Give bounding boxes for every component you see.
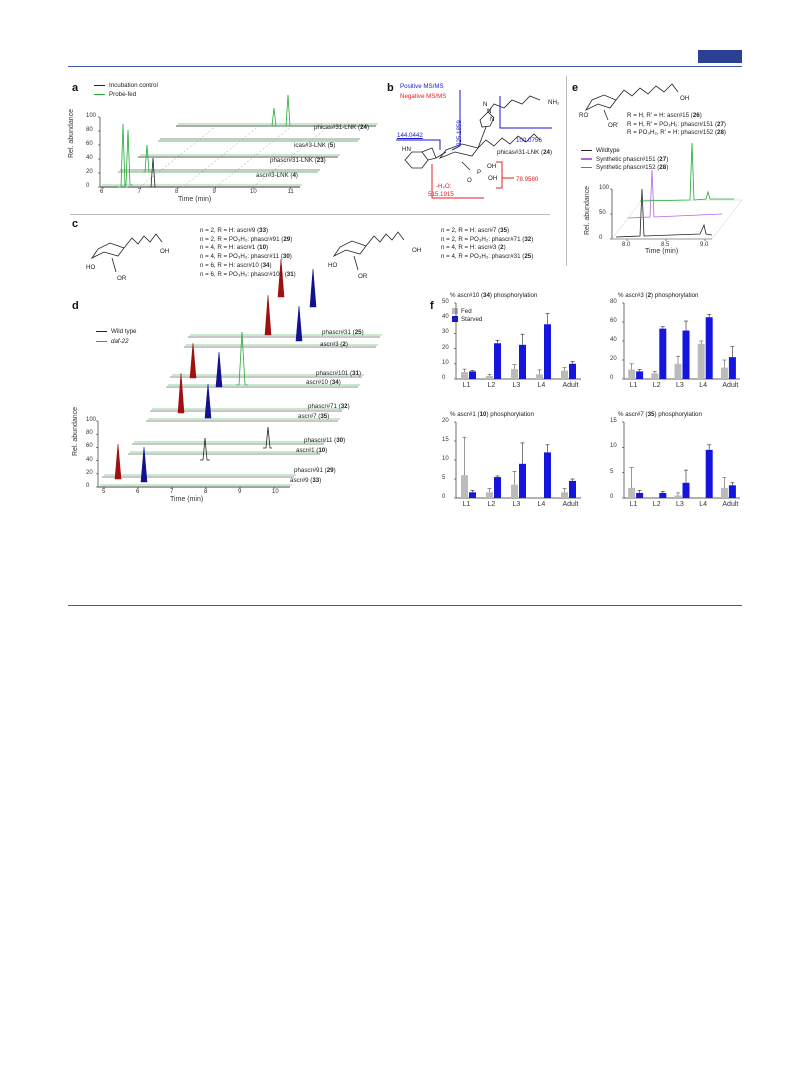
f-ytick-label-0: 20 (442, 344, 449, 351)
f-bar-fed-1-1 (651, 373, 658, 379)
xtick-label-a: 8 (175, 189, 179, 195)
f-ytick-label-0: 0 (442, 375, 446, 381)
f-cat-label-1-3: L4 (699, 382, 707, 389)
atom-e-ro: RO (579, 112, 589, 119)
trace-label-a-2: icas#3-LNK (5) (294, 142, 336, 149)
xtick-label-a: 7 (137, 189, 141, 195)
f-bar-fed-0-0 (461, 372, 468, 379)
f-bar-starved-0-2 (519, 345, 526, 379)
f-bar-fed-1-2 (675, 364, 682, 379)
f-bar-fed-1-4 (721, 368, 728, 379)
xtick-label-a: 10 (250, 189, 257, 195)
ms-positive-label: Positive MS/MS (400, 83, 444, 90)
f-cat-label-1-0: L1 (629, 382, 638, 389)
atom-c-oh2: OH (412, 247, 422, 254)
atom-e-oh: OH (680, 95, 690, 102)
atom-p: P (477, 169, 482, 176)
f-cat-label-0-0: L1 (462, 382, 471, 389)
c-right-def-1: n = 2, R = PO₃H₂: phascr#71 (32) (441, 235, 534, 243)
e-def-2: R = PO₃H₂, R' = H: phascr#152 (28) (627, 129, 726, 136)
f-title-3: % ascr#7 (35) phosphorylation (618, 411, 702, 418)
f-bar-fed-2-1 (486, 492, 493, 498)
f-bar-starved-0-4 (569, 364, 576, 379)
trace-label-a-4: ascr#3-LNK (4) (256, 172, 298, 179)
c-left-def-0: n = 2, R = H: ascr#9 (33) (200, 227, 269, 234)
trace-label-d-5: ascr#7 (35) (298, 413, 330, 420)
atom-c-oh1: OH (160, 248, 170, 255)
f-cat-label-1-1: L2 (652, 382, 661, 389)
f-cat-label-2-3: L4 (537, 501, 546, 508)
f-ytick-label-0: 50 (442, 299, 449, 305)
atom-oh2: OH (488, 175, 498, 182)
c-right-def-0: n = 2, R = H: ascr#7 (35) (441, 227, 510, 234)
ylabel-d: Rel. abundance (72, 406, 79, 456)
trace-label-d-7: ascr#1 (10) (296, 447, 328, 454)
f-ytick-label-0: 30 (442, 329, 449, 336)
ytick-label-a: 100 (86, 113, 97, 119)
atom-c-ho1: HO (86, 264, 96, 271)
ylabel-e: Rel. abundance (584, 185, 591, 235)
ytick-label-a: 60 (86, 141, 93, 147)
c-right-def-3: n = 4, R = PO₃H₂: phascr#31 (25) (441, 253, 534, 261)
trace-label-d-6: phascr#11 (30) (304, 437, 346, 444)
atom-c-or1: OR (117, 275, 127, 282)
trace-label-a-3: phascr#31-LNK (23) (270, 157, 326, 164)
xlabel-e: Time (min) (645, 248, 679, 255)
atom-oh1: OH (487, 163, 497, 170)
xtick-label-a: 6 (100, 189, 104, 195)
f-cat-label-3-4: Adult (722, 501, 739, 508)
f-bar-starved-3-2 (683, 483, 690, 498)
f-bar-fed-1-0 (628, 370, 635, 380)
panel-letter-b: b (387, 82, 394, 94)
panel-letter-e: e (572, 82, 579, 94)
xlabel-d: Time (min) (170, 496, 204, 503)
xtick-label-a: 11 (287, 189, 294, 195)
e-legend-1: Synthetic phascr#151 (27) (581, 156, 668, 163)
f-bar-starved-2-4 (569, 481, 576, 498)
f-cat-label-0-4: Adult (562, 382, 579, 389)
xtick-label-d: 6 (136, 489, 140, 495)
c-left-def-4: n = 6, R = H: ascr#10 (34) (200, 261, 272, 269)
ytick-label-d: 60 (86, 443, 93, 450)
f-bar-fed-1-3 (698, 344, 705, 379)
trace-label-d-4: phascr#71 (32) (308, 403, 350, 410)
legend-f-2: Starved (452, 316, 482, 323)
ytick-label-d: 40 (86, 456, 93, 463)
e-def-1: R = H, R' = PO₃H₂: phascr#151 (27) (627, 120, 726, 128)
ytick-label-d: 20 (86, 469, 93, 476)
f-ytick-label-2: 20 (442, 418, 449, 424)
f-ytick-label-3: 10 (610, 443, 617, 450)
f-bar-starved-3-1 (659, 493, 666, 498)
f-cat-label-0-3: L4 (537, 382, 546, 389)
xtick-label-d: 7 (170, 489, 174, 495)
trace-label-d-2: phascr#101 (31) (316, 370, 362, 377)
f-ytick-label-2: 0 (442, 494, 446, 500)
ytick-label-a: 40 (86, 155, 93, 161)
atom-n2: N (487, 108, 492, 115)
f-ytick-label-3: 5 (610, 468, 614, 475)
atom-c-ho2: HO (328, 262, 338, 269)
c-left-def-1: n = 2, R = PO₃H₂: phascr#91 (29) (200, 235, 293, 243)
xtick-label-d: 9 (238, 489, 242, 495)
f-cat-label-2-4: Adult (562, 501, 579, 508)
xtick-label-e: 8.5 (661, 242, 670, 248)
trace-label-a-1: phicas#31-LNK (24) (314, 124, 370, 131)
trace-label-d-0: phascr#31 (25) (322, 329, 364, 336)
f-bar-fed-3-4 (721, 488, 728, 498)
f-bar-starved-3-0 (636, 493, 643, 498)
ytick-label-a: 80 (86, 127, 93, 133)
footer-rule (68, 605, 742, 606)
f-ytick-label-2: 5 (442, 475, 446, 481)
f-bar-fed-2-2 (511, 485, 518, 498)
compound-label-b: phicas#31-LNK (24) (497, 149, 553, 156)
f-bar-starved-1-0 (636, 371, 643, 379)
f-bar-starved-0-1 (494, 343, 501, 379)
xtick-label-a: 9 (212, 189, 216, 195)
f-bar-fed-3-0 (628, 488, 635, 498)
f-cat-label-2-2: L3 (512, 501, 521, 508)
f-ytick-label-3: 15 (610, 418, 617, 424)
f-bar-fed-0-1 (486, 376, 493, 379)
xtick-label-e: 9.0 (700, 242, 709, 248)
f-ytick-label-2: 15 (442, 437, 449, 443)
xtick-label-e: 8.0 (622, 242, 631, 248)
f-cat-label-3-3: L4 (699, 501, 707, 508)
f-bar-fed-0-2 (511, 369, 518, 379)
f-cat-label-3-0: L1 (629, 501, 638, 508)
frag-78: 78.9580 (516, 176, 539, 183)
c-left-def-2: n = 4, R = H: ascr#1 (10) (200, 244, 269, 252)
f-ytick-label-1: 0 (610, 375, 614, 381)
frag-h2o: -H₂O: (436, 183, 452, 190)
e-def-0: R = H, R' = H: ascr#15 (26) (627, 112, 702, 119)
f-bar-starved-0-0 (469, 371, 476, 379)
f-title-2: % ascr#1 (10) phosphorylation (450, 411, 534, 418)
frag-100: 100.0756 (516, 137, 542, 144)
f-cat-label-0-2: L3 (512, 382, 521, 389)
frag-325: 325.1859 (456, 120, 463, 146)
legend-a-1: Incubation control (94, 82, 158, 89)
f-cat-label-1-4: Adult (722, 382, 739, 389)
e-legend-2: Synthetic phascr#152 (28) (581, 164, 668, 171)
f-cat-label-3-1: L2 (652, 501, 661, 508)
f-bar-starved-1-1 (659, 329, 666, 379)
f-ytick-label-1: 20 (610, 356, 617, 362)
ylabel-a: Rel. abundance (68, 108, 75, 158)
f-bar-fed-0-3 (536, 374, 543, 379)
f-cat-label-3-2: L3 (676, 501, 684, 508)
panel-letter-f: f (430, 300, 434, 312)
f-bar-starved-3-4 (729, 485, 736, 498)
ytick-label-e: 0 (599, 235, 603, 241)
c-left-def-3: n = 4, R = PO₃H₂: phascr#11 (30) (200, 253, 292, 261)
f-ytick-label-3: 0 (610, 494, 614, 500)
panel-letter-c: c (72, 218, 79, 230)
f-bar-starved-3-3 (706, 450, 713, 498)
panel-letter-d: d (72, 300, 79, 312)
atom-nh2: NH₂ (548, 99, 560, 106)
legend-f-1: Fed (452, 308, 472, 315)
ytick-label-a: 0 (86, 183, 90, 189)
f-bar-starved-1-2 (683, 331, 690, 379)
legend-d-1: Wild type (96, 328, 136, 335)
panel-letter-a: a (72, 82, 79, 94)
f-bar-starved-2-1 (494, 477, 501, 498)
f-ytick-label-1: 80 (610, 299, 617, 305)
f-ytick-label-1: 60 (610, 318, 617, 324)
ytick-label-e: 100 (599, 185, 610, 191)
c-left-def-5: n = 6, R = PO₃H₂: phascr#101 (31) (200, 270, 296, 278)
ytick-label-e: 50 (599, 210, 606, 216)
ytick-label-d: 0 (86, 483, 90, 489)
atom-n3: N (490, 116, 495, 123)
f-bar-starved-1-4 (729, 357, 736, 379)
e-legend-0: Wildtype (581, 147, 620, 154)
xtick-label-d: 5 (102, 489, 106, 495)
f-bar-fed-2-0 (461, 475, 468, 498)
f-bar-starved-0-3 (544, 324, 551, 379)
atom-nh: HN (402, 146, 411, 153)
f-bar-starved-2-2 (519, 464, 526, 498)
frag-144: 144.0442 (397, 132, 423, 139)
f-ytick-label-0: 40 (442, 314, 449, 321)
f-title-0: % ascr#10 (34) phosphorylation (450, 292, 538, 299)
f-ytick-label-0: 10 (442, 359, 449, 366)
f-bar-fed-3-2 (675, 495, 682, 498)
f-bar-fed-2-4 (561, 492, 568, 498)
f-cat-label-1-2: L3 (676, 382, 684, 389)
trace-label-d-9: ascr#9 (33) (290, 477, 322, 484)
xlabel-a: Time (min) (178, 196, 212, 203)
atom-n1: N (483, 101, 488, 108)
atom-e-or: OR' (608, 122, 619, 129)
xtick-label-d: 10 (272, 489, 279, 495)
f-cat-label-2-1: L2 (487, 501, 496, 508)
ms-negative-label: Negative MS/MS (400, 93, 447, 100)
f-cat-label-0-1: L2 (487, 382, 496, 389)
xtick-label-d: 8 (204, 489, 208, 495)
legend-a-2: Probe-fed (94, 91, 136, 98)
f-bar-starved-2-0 (469, 492, 476, 498)
trace-label-d-1: ascr#3 (2) (320, 341, 348, 348)
f-ytick-label-2: 10 (442, 456, 449, 462)
atom-c-or2: OR (358, 273, 368, 280)
ytick-label-d: 80 (86, 430, 93, 437)
trace-label-d-8: phascr#91 (29) (294, 467, 336, 474)
atom-o: O (467, 177, 472, 184)
ytick-label-a: 20 (86, 169, 93, 175)
ytick-label-d: 100 (86, 417, 97, 423)
c-right-def-2: n = 4, R = H: ascr#3 (2) (441, 244, 506, 252)
frag-515: 515.1915 (428, 191, 454, 198)
trace-label-d-3: ascr#10 (34) (306, 379, 341, 386)
f-bar-starved-1-3 (706, 317, 713, 379)
legend-d-2: daf-22 (96, 338, 129, 345)
f-cat-label-2-0: L1 (462, 501, 471, 508)
f-ytick-label-1: 40 (610, 337, 617, 343)
f-title-1: % ascr#3 (2) phosphorylation (618, 292, 699, 299)
f-bar-starved-2-3 (544, 452, 551, 498)
f-bar-fed-0-4 (561, 371, 568, 379)
